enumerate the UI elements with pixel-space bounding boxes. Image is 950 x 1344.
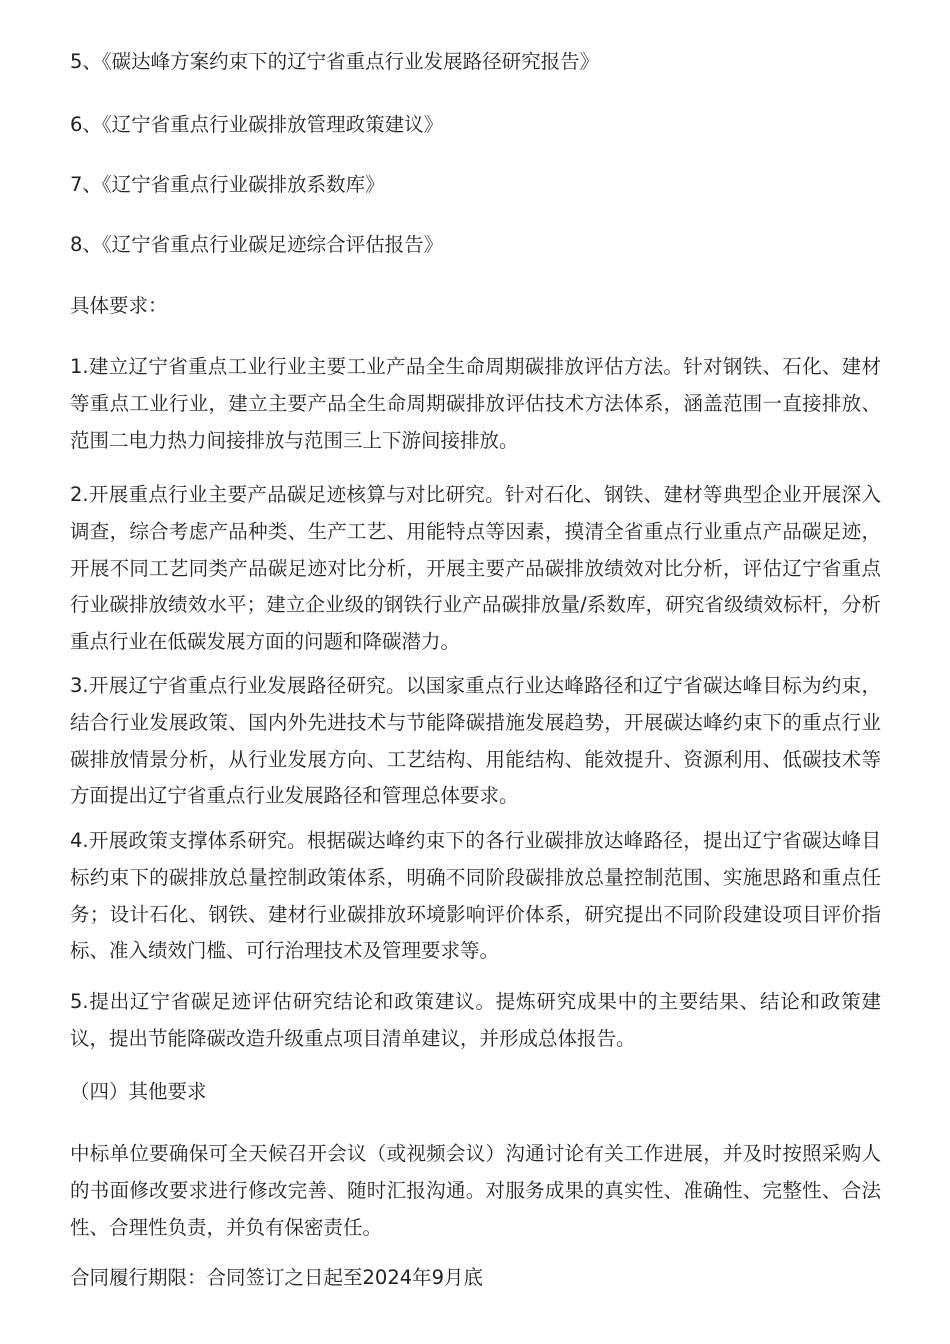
requirement-paragraph-4: 4.开展政策支撑体系研究。根据碳达峰约束下的各行业碳排放达峰路径，提出辽宁省碳达峰目标约束下的碳排放总量控制政策体系，明确不同阶段碳排放总量控制范围、实施思路和重点任务；设计石化、钢铁、建材行业碳排放环境影响评价体系，研究提出不同阶段建设项目评价指标、准入绩效门槛、可行治理技术及管理要求等。 [70,829,881,963]
requirement-paragraph-2: 2.开展重点行业主要产品碳足迹核算与对比研究。针对石化、钢铁、建材等典型企业开展深入调查，综合考虑产品种类、生产工艺、用能特点等因素，摸清全省重点行业重点产品碳足迹，开展不同工艺同类产品碳足迹对比分析，开展主要产品碳排放绩效对比分析，评估辽宁省重点行业碳排放绩效水平；建立企业级的钢铁行业产品碳排放量/系数库，研究省级绩效标杆，分析重点行业在低碳发展方面的问题和降碳潜力。 [70,483,881,654]
requirements-heading: 具体要求： [70,294,168,317]
deliverable-item-6: 6、《辽宁省重点行业碳排放管理政策建议》 [70,113,444,136]
requirement-paragraph-3: 3.开展辽宁省重点行业发展路径研究。以国家重点行业达峰路径和辽宁省碳达峰目标为约束，结合行业发展政策、国内外先进技术与节能降碳措施发展趋势，开展碳达峰约束下的重点行业碳排放情景分析，从行业发展方向、工艺结构、用能结构、能效提升、资源利用、低碳技术等方面提出辽宁省重点行业发展路径和管理总体要求。 [70,674,881,808]
requirement-paragraph-1: 1.建立辽宁省重点工业行业主要工业产品全生命周期碳排放评估方法。针对钢铁、石化、建材等重点工业行业，建立主要产品全生命周期碳排放评估技术方法体系，涵盖范围一直接排放、范围二电力热力间接排放与范围三上下游间接排放。 [70,355,881,452]
deliverable-item-8: 8、《辽宁省重点行业碳足迹综合评估报告》 [70,233,444,256]
deliverable-item-5: 5、《碳达峰方案约束下的辽宁省重点行业发展路径研究报告》 [70,50,600,73]
requirement-paragraph-5: 5.提出辽宁省碳足迹评估研究结论和政策建议。提炼研究成果中的主要结果、结论和政策建议，提出节能降碳改造升级重点项目清单建议，并形成总体报告。 [70,990,881,1050]
contract-period: 合同履行期限：合同签订之日起至2024年9月底 [70,1266,484,1289]
deliverable-item-7: 7、《辽宁省重点行业碳排放系数库》 [70,173,385,196]
other-requirements-heading: （四）其他要求 [70,1080,207,1103]
other-requirements-text: 中标单位要确保可全天候召开会议（或视频会议）沟通讨论有关工作进展，并及时按照采购人的书面修改要求进行修改完善、随时汇报沟通。对服务成果的真实性、准确性、完整性、合法性、合理性负责，并负有保密责任。 [70,1142,881,1239]
